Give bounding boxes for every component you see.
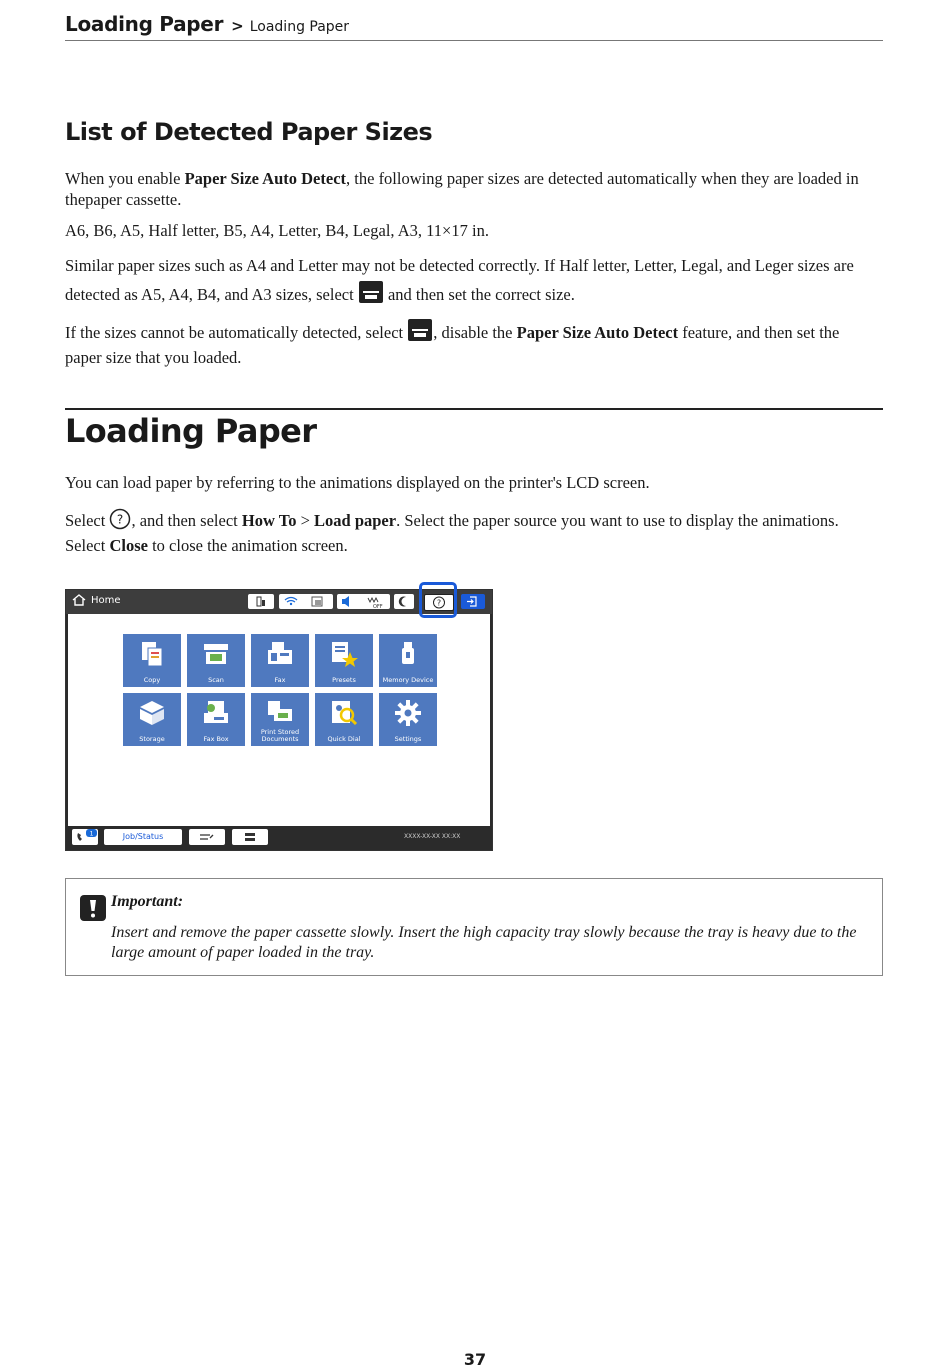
tile-copy[interactable] bbox=[123, 634, 181, 687]
text: Similar paper sizes such as A4 and Letter may not be detected correctly. If Half letter, Letter, Legal, and Leger sizes are detected as A5, A4, B4, and A3 sizes, select bbox=[65, 256, 854, 304]
section-rule bbox=[65, 408, 883, 410]
stop-button[interactable] bbox=[189, 829, 225, 845]
loading-p2 bbox=[65, 508, 880, 556]
tile-scan[interactable] bbox=[187, 634, 245, 687]
printer-panel-illustration bbox=[65, 589, 493, 851]
home-icon bbox=[72, 594, 86, 606]
print-stored-icon bbox=[266, 699, 294, 727]
important-icon bbox=[80, 895, 106, 926]
panel-home-screen bbox=[68, 614, 490, 826]
tile-label: Print Stored Documents bbox=[260, 728, 300, 743]
off-label: OFF bbox=[373, 604, 383, 609]
tile-label: Presets bbox=[332, 676, 356, 684]
important-note bbox=[65, 878, 883, 976]
header-section: Loading Paper bbox=[65, 12, 224, 36]
panel-bottom-bar bbox=[66, 826, 492, 850]
tile-storage[interactable] bbox=[123, 693, 181, 746]
notification-badge: 1 bbox=[89, 830, 94, 838]
tile-label: Fax bbox=[274, 676, 286, 684]
text: to close the animation screen. bbox=[147, 536, 348, 555]
help-highlight-box bbox=[419, 582, 457, 618]
tile-label: Settings bbox=[394, 735, 422, 743]
list-p2: A6, B6, A5, Half letter, B5, A4, Letter, B4, Legal, A3, 11×17 in. bbox=[65, 221, 489, 240]
tile-presets[interactable] bbox=[315, 634, 373, 687]
logout-button[interactable] bbox=[461, 594, 485, 609]
tile-label: Fax Box bbox=[203, 735, 229, 743]
tile-fax-box[interactable] bbox=[187, 693, 245, 746]
job-status-button[interactable]: Job/Status bbox=[104, 829, 182, 845]
gear-icon bbox=[394, 699, 422, 727]
tile-settings[interactable] bbox=[379, 693, 437, 746]
tile-fax[interactable] bbox=[251, 634, 309, 687]
important-text: Insert and remove the paper cassette slowly. Insert the high capacity tray slowly because the tray is heavy due to the large amount of paper loaded in the tray. bbox=[111, 924, 857, 961]
loading-p1: You can load paper by referring to the animations displayed on the printer's LCD screen. bbox=[65, 473, 650, 492]
text: , disable the bbox=[433, 323, 517, 342]
tile-memory-device[interactable] bbox=[379, 634, 437, 687]
sleep-icon[interactable] bbox=[394, 594, 414, 609]
page-number: 37 bbox=[463, 1350, 487, 1369]
text: . Select the paper source you want to use to display the animations. Select bbox=[65, 511, 839, 555]
text: When you enable bbox=[65, 169, 185, 188]
header-subsection: Loading Paper bbox=[249, 19, 350, 35]
tile-quick-dial[interactable] bbox=[315, 693, 373, 746]
header-separator: > bbox=[231, 17, 244, 35]
list-p1 bbox=[65, 168, 880, 210]
tile-label: Memory Device bbox=[382, 676, 434, 684]
fax-box-icon bbox=[202, 699, 230, 727]
date-time: XXXX-XX-XX XX:XX bbox=[404, 833, 461, 840]
tile-print-stored-documents[interactable] bbox=[251, 693, 309, 746]
fax-status-button[interactable] bbox=[72, 829, 98, 845]
quick-dial-icon bbox=[330, 699, 358, 727]
text: If the sizes cannot be automatically detected, select bbox=[65, 323, 408, 342]
list-p3 bbox=[65, 252, 880, 313]
scan-icon bbox=[202, 640, 230, 668]
text: feature, and then set the paper size that you loaded. bbox=[65, 323, 840, 367]
svg-text:?: ? bbox=[436, 598, 442, 608]
paper-setting-button[interactable] bbox=[232, 829, 268, 845]
tile-label: Quick Dial bbox=[327, 735, 361, 743]
presets-icon bbox=[330, 640, 358, 668]
paper-size-auto-detect-term: Paper Size Auto Detect bbox=[184, 169, 347, 188]
text: , the following paper sizes are detected automatically when they are loaded in thepaper cassette. bbox=[65, 169, 859, 209]
sound-off-icon[interactable] bbox=[337, 594, 390, 609]
how-to-term: How To bbox=[241, 511, 297, 530]
list-p4 bbox=[65, 318, 880, 368]
tile-label: Copy bbox=[143, 676, 161, 684]
app-tiles bbox=[123, 634, 437, 746]
usb-icon bbox=[394, 640, 422, 668]
text: > bbox=[296, 511, 315, 530]
text: , and then select bbox=[131, 511, 242, 530]
tile-label: Scan bbox=[208, 676, 224, 684]
paper-setting-icon bbox=[358, 280, 384, 313]
ink-status-icon[interactable] bbox=[248, 594, 274, 609]
copy-icon bbox=[138, 640, 166, 668]
home-label: Home bbox=[91, 594, 121, 606]
text: and then set the correct size. bbox=[383, 285, 575, 304]
important-title: Important: bbox=[111, 893, 184, 910]
home-button[interactable] bbox=[72, 594, 121, 606]
paper-size-auto-detect-term: Paper Size Auto Detect bbox=[516, 323, 679, 342]
help-icon bbox=[109, 508, 131, 535]
close-term: Close bbox=[109, 536, 148, 555]
loading-section-title: Loading Paper bbox=[65, 412, 317, 450]
paper-setting-icon bbox=[407, 318, 433, 347]
running-header bbox=[65, 12, 883, 41]
list-section-title: List of Detected Paper Sizes bbox=[65, 118, 433, 146]
storage-icon bbox=[138, 699, 166, 727]
text: Select bbox=[65, 511, 110, 530]
tile-label: Storage bbox=[139, 735, 165, 743]
fax-icon bbox=[266, 640, 294, 668]
network-status-icon[interactable] bbox=[279, 594, 333, 609]
svg-text:?: ? bbox=[117, 512, 124, 527]
load-paper-term: Load paper bbox=[314, 511, 397, 530]
